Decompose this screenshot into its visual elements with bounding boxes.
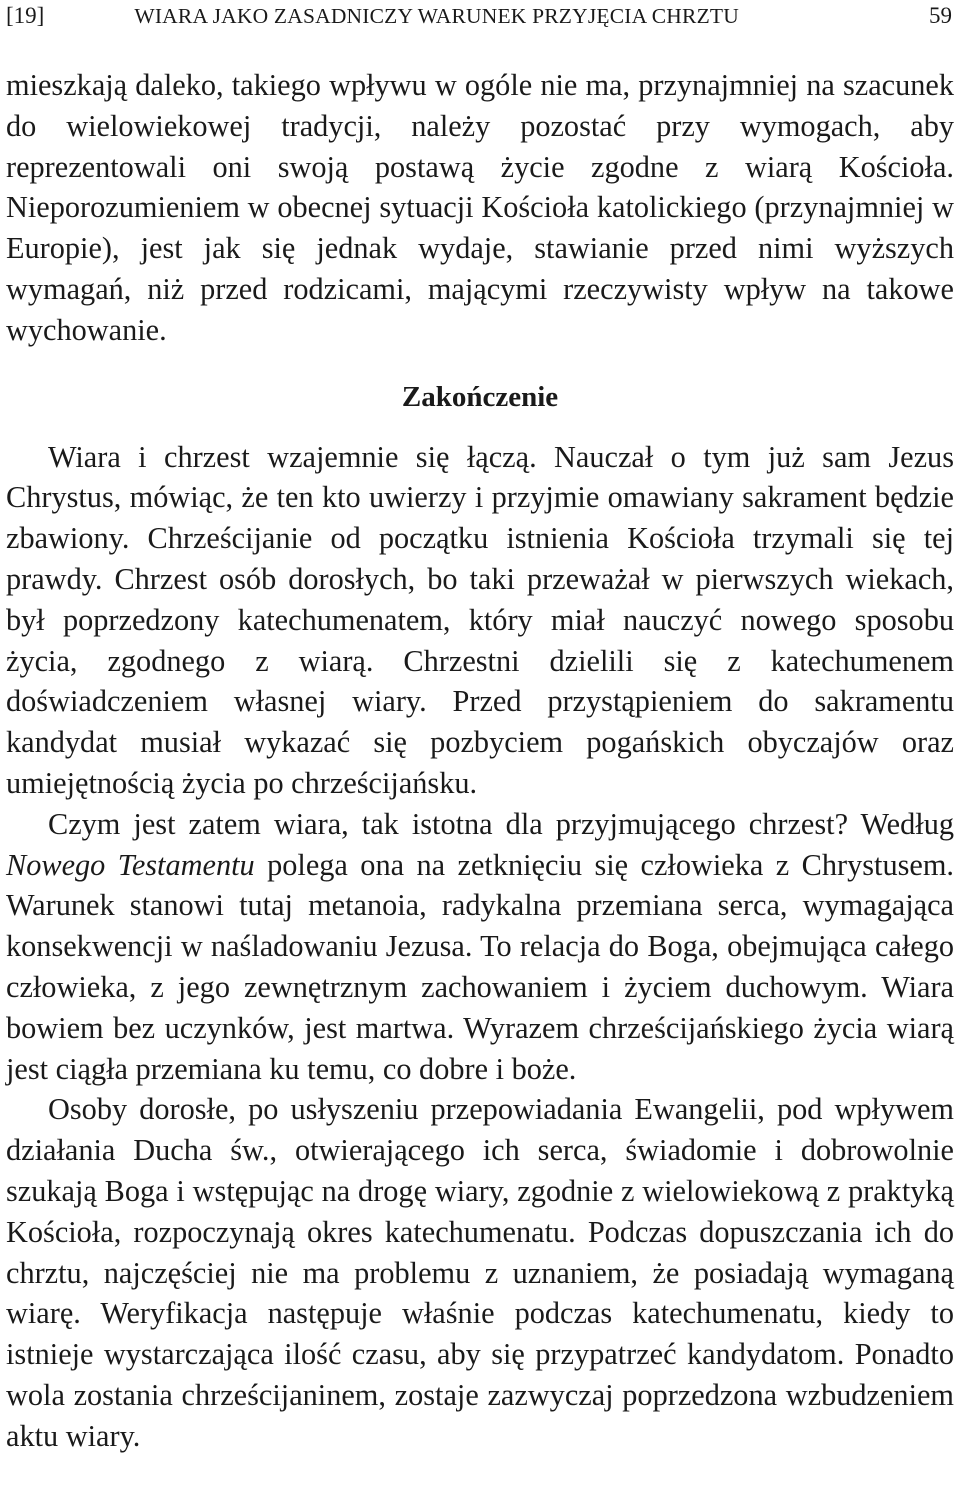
running-head <box>6 0 952 32</box>
page-number: 59 <box>929 3 952 28</box>
paragraph-text: polega ona na zetknięciu się człowieka z Chrystusem. Warunek stanowi tutaj metanoia, radykalna przemiana serca, wymagająca konsekwencji w naśladowaniu Jezusa. To relacja do Boga, obejmująca całego człowieka, z jego zewnętrznym zachowaniem i życiem duchowym. Wiara bowiem bez uczynków, jest martwa. Wyrazem chrześcijańskiego życia wiarą jest ciągła przemiana ku temu, co dobre i boże. <box>6 847 954 1086</box>
paragraph-conclusion-3: Osoby dorosłe, po usłyszeniu przepowiadania Ewangelii, pod wpływem działania Ducha św., otwierającego ich serca, świadomie i dobrowolnie szukają Boga i wstępując na drogę wiary, zgodnie z wielowiekową z praktyką Kościoła, rozpoczynają okres katechumenatu. Podczas dopuszczania ich do chrztu, najczęściej nie ma problemu z uznaniem, że posiadają wymaganą wiarę. Weryfikacja następuje właśnie podczas katechumenatu, kiedy to istnieje wystarczająca ilość czasu, aby się przypatrzeć kandydatom. Ponadto wola zostania chrześcijaninem, zostaje zazwyczaj poprzedzona wzbudzeniem aktu wiary. <box>6 1092 954 1453</box>
running-title: WIARA JAKO ZASADNICZY WARUNEK PRZYJĘCIA CHRZTU <box>134 4 739 28</box>
italic-title: Nowego Testamentu <box>6 847 255 882</box>
body-text <box>6 65 954 1457</box>
paragraph-continued: mieszkają daleko, takiego wpływu w ogóle nie ma, przynajmniej na szacunek do wielowiekowej tradycji, należy pozostać przy wymogach, aby reprezentowali oni swoją postawą życie zgodne z wiarą Kościoła. Nieporozumieniem w obecnej sytuacji Kościoła katolickiego (przynajmniej w Europie), jest jak się jednak wydaje, stawianie przed nimi wyższych wymagań, niż przed rodzicami, mającymi rzeczywisty wpływ na takowe wychowanie. <box>6 68 954 347</box>
paragraph-conclusion-2 <box>6 804 954 1090</box>
section-number: [19] <box>6 3 45 28</box>
paragraph-conclusion-1: Wiara i chrzest wzajemnie się łączą. Nauczał o tym już sam Jezus Chrystus, mówiąc, że ten kto uwierzy i przyjmie omawiany sakrament będzie zbawiony. Chrześcijanie od początku istnienia Kościoła trzymali się tej prawdy. Chrzest osób dorosłych, bo taki przeważał w pierwszych wiekach, był poprzedzony katechumenatem, który miał nauczyć nowego sposobu życia, zgodnego z wiarą. Chrzestni dzielili się z katechumenem doświadczeniem własnej wiary. Przed przystąpieniem do sakramentu kandydat musiał wykazać się pozbyciem pogańskich obyczajów oraz umiejętnością życia po chrześcijańsku. <box>6 439 954 800</box>
section-heading: Zakończenie <box>401 380 559 413</box>
paragraph-text: Czym jest zatem wiara, tak istotna dla przyjmującego chrzest? Według <box>48 806 954 841</box>
